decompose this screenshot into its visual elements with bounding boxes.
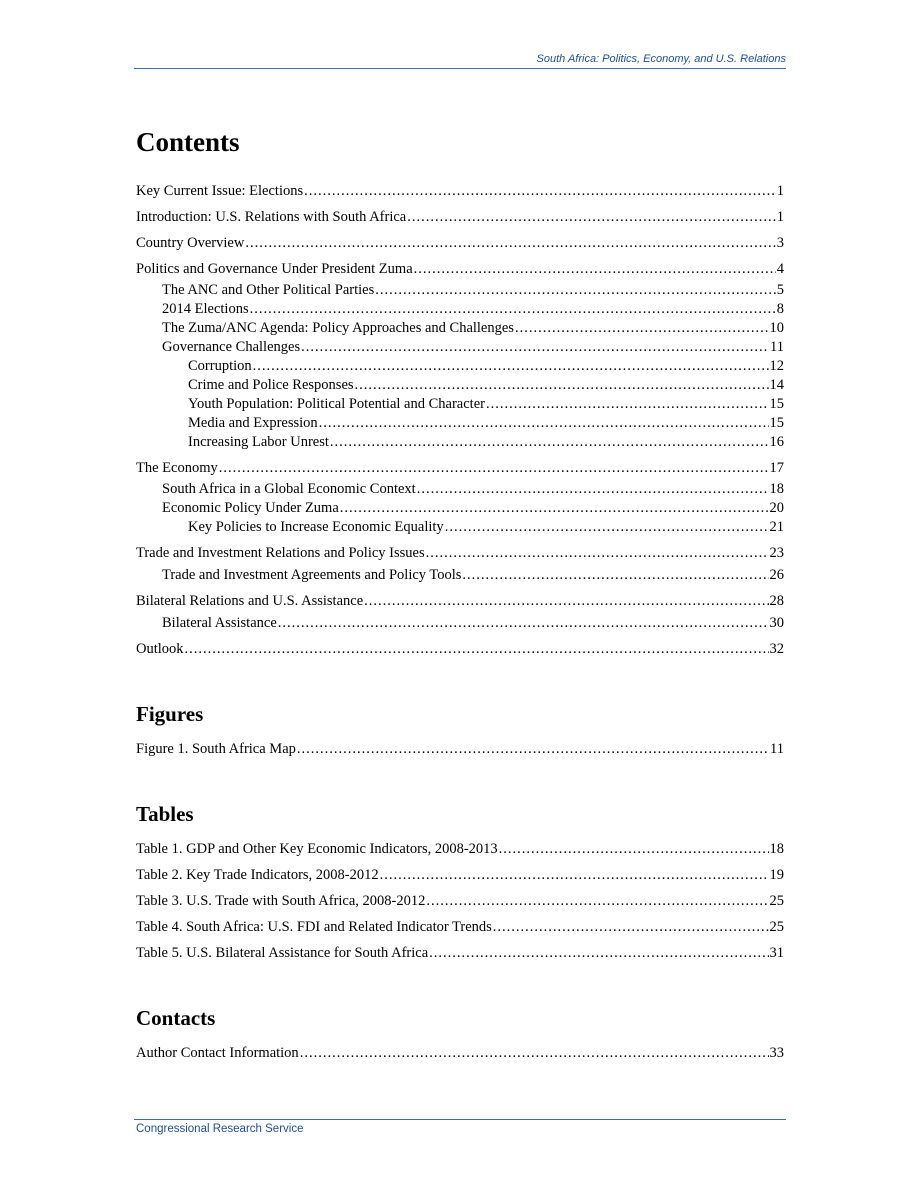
toc-entry[interactable]: Governance Challenges ..... 11 [136, 338, 784, 357]
toc-entry[interactable]: Crime and Police Responses ..... 14 [136, 376, 784, 395]
toc-entry[interactable]: Trade and Investment Agreements and Policy Tools ..... 26 [136, 566, 784, 585]
toc-entry[interactable]: Youth Population: Political Potential and Character ..... 15 [136, 395, 784, 414]
toc-entry[interactable]: Outlook ..... 32 [136, 640, 784, 659]
toc-entry[interactable]: Politics and Governance Under President Zuma ..... 4 [136, 260, 784, 279]
toc-entry[interactable]: Bilateral Relations and U.S. Assistance ..... 28 [136, 592, 784, 611]
toc-entry[interactable]: Corruption ..... 12 [136, 357, 784, 376]
contents-heading: Contents [136, 127, 240, 157]
running-header: South Africa: Politics, Economy, and U.S. Relations [536, 53, 786, 65]
footer-divider [134, 1119, 786, 1120]
toc-entry[interactable]: Country Overview ..... 3 [136, 234, 784, 253]
figures-heading: Figures [136, 702, 204, 726]
contents-list [136, 182, 784, 659]
table-entry[interactable]: Table 3. U.S. Trade with South Africa, 2008-2012 ..... 25 [136, 892, 784, 911]
toc-entry[interactable]: The ANC and Other Political Parties ..... 5 [136, 281, 784, 300]
tables-list [136, 840, 784, 963]
figures-section [136, 701, 784, 759]
toc-entry[interactable]: The Economy ..... 17 [136, 459, 784, 478]
contacts-section [136, 1005, 784, 1063]
table-entry[interactable]: Table 4. South Africa: U.S. FDI and Related Indicator Trends ..... 25 [136, 918, 784, 937]
table-entry[interactable]: Table 2. Key Trade Indicators, 2008-2012 ..... 19 [136, 866, 784, 885]
toc-entry[interactable]: Trade and Investment Relations and Policy Issues ..... 23 [136, 544, 784, 563]
table-entry[interactable]: Table 5. U.S. Bilateral Assistance for South Africa ..... 31 [136, 944, 784, 963]
toc-entry[interactable]: 2014 Elections ..... 8 [136, 300, 784, 319]
contact-entry[interactable]: Author Contact Information ..... 33 [136, 1044, 784, 1063]
toc-entry[interactable]: South Africa in a Global Economic Context ..... 18 [136, 480, 784, 499]
running-footer: Congressional Research Service [136, 1123, 304, 1135]
tables-section [136, 801, 784, 963]
toc-entry[interactable]: Key Policies to Increase Economic Equality ..... 21 [136, 518, 784, 537]
header-divider [134, 68, 786, 69]
toc-entry[interactable]: Economic Policy Under Zuma ..... 20 [136, 499, 784, 518]
figure-entry[interactable]: Figure 1. South Africa Map ..... 11 [136, 740, 784, 759]
toc-entry[interactable]: Bilateral Assistance ..... 30 [136, 614, 784, 633]
toc-entry[interactable]: The Zuma/ANC Agenda: Policy Approaches and Challenges ..... 10 [136, 319, 784, 338]
table-entry[interactable]: Table 1. GDP and Other Key Economic Indicators, 2008-2013 ..... 18 [136, 840, 784, 859]
table-of-contents [136, 125, 784, 1063]
contacts-list [136, 1044, 784, 1063]
toc-entry[interactable]: Increasing Labor Unrest ..... 16 [136, 433, 784, 452]
figures-list [136, 740, 784, 759]
toc-entry[interactable]: Key Current Issue: Elections ..... 1 [136, 182, 784, 201]
toc-entry[interactable]: Media and Expression ..... 15 [136, 414, 784, 433]
toc-entry[interactable]: Introduction: U.S. Relations with South Africa ..... 1 [136, 208, 784, 227]
contacts-heading: Contacts [136, 1006, 216, 1030]
tables-heading: Tables [136, 802, 194, 826]
